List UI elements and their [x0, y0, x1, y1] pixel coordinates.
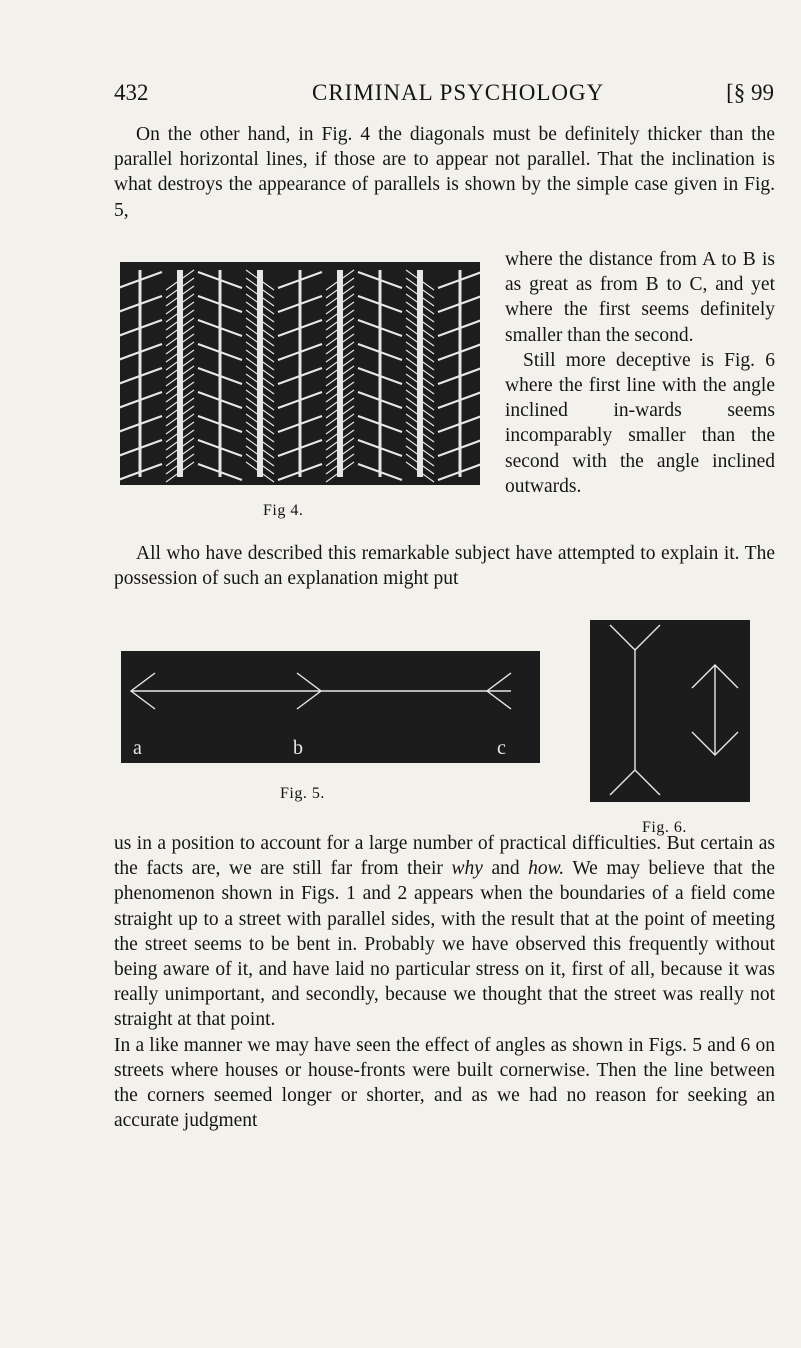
paragraph-3-part-a: us in a position to account for a large number of practical difficulties. But certain as the facts are, we are still far from their [114, 833, 775, 880]
paragraph-3 [114, 831, 775, 1133]
paragraph-1-right [505, 247, 775, 499]
paragraph-still-deceptive: Still more deceptive is Fig. 6 where the first line with the angle inclined in-wards seems incomparably smaller than the second with the angle inclined outwards. [505, 349, 775, 497]
paragraph-4: In a like manner we may have seen the effect of angles as shown in Figs. 5 and 6 on streets where houses or house-fronts were built cornerwise. Then the line between the corners seemed longer or shorter, and as we had no reason for seeking an accurate judgment [114, 1034, 775, 1132]
paragraph-1-continued: where the distance from A to B is as great as from B to C, and yet where the first seems definitely smaller than the second. [505, 249, 775, 346]
figure-5-muller-lyer [121, 651, 540, 763]
figure-4-caption: Fig 4. [263, 502, 304, 519]
fig5-label-a: a [133, 737, 142, 759]
fig5-label-c: c [497, 737, 506, 759]
word-how: how. [528, 858, 565, 880]
figure-6-caption: Fig. 6. [642, 819, 687, 836]
page-number: 432 [114, 80, 149, 105]
word-and: and [491, 858, 520, 880]
paragraph-3-part-b: We may believe that the phenomenon shown in Figs. 1 and 2 appears when the boundaries of a field come straight up to a street with parallel sides, with the result that at the point of meeting the street seems to be bent in. Probably we have observed this frequently without being aware of it, and have laid no particular stress on it, first of all, because it was really unimportant, and secondly, because we thought that the street was really not straight at that point. [114, 858, 775, 1031]
section-marker: [§ 99 [726, 80, 774, 105]
running-title: CRIMINAL PSYCHOLOGY [312, 80, 605, 105]
figure-4-zollner-illusion [120, 262, 480, 485]
running-header [114, 80, 774, 110]
figure-5-caption: Fig. 5. [280, 785, 325, 802]
paragraph-1-top: On the other hand, in Fig. 4 the diagonals must be definitely thicker than the parallel horizontal lines, if those are to appear not parallel. That the inclination is what destroys the appearance of parallels is shown by the simple case given in Fig. 5, [114, 124, 775, 221]
paragraph-2: All who have described this remarkable subject have attempted to explain it. The possession of such an explanation might put [114, 543, 775, 590]
word-why: why [451, 858, 483, 880]
fig5-label-b: b [293, 737, 303, 759]
figure-6-vertical-illusion [590, 620, 750, 802]
